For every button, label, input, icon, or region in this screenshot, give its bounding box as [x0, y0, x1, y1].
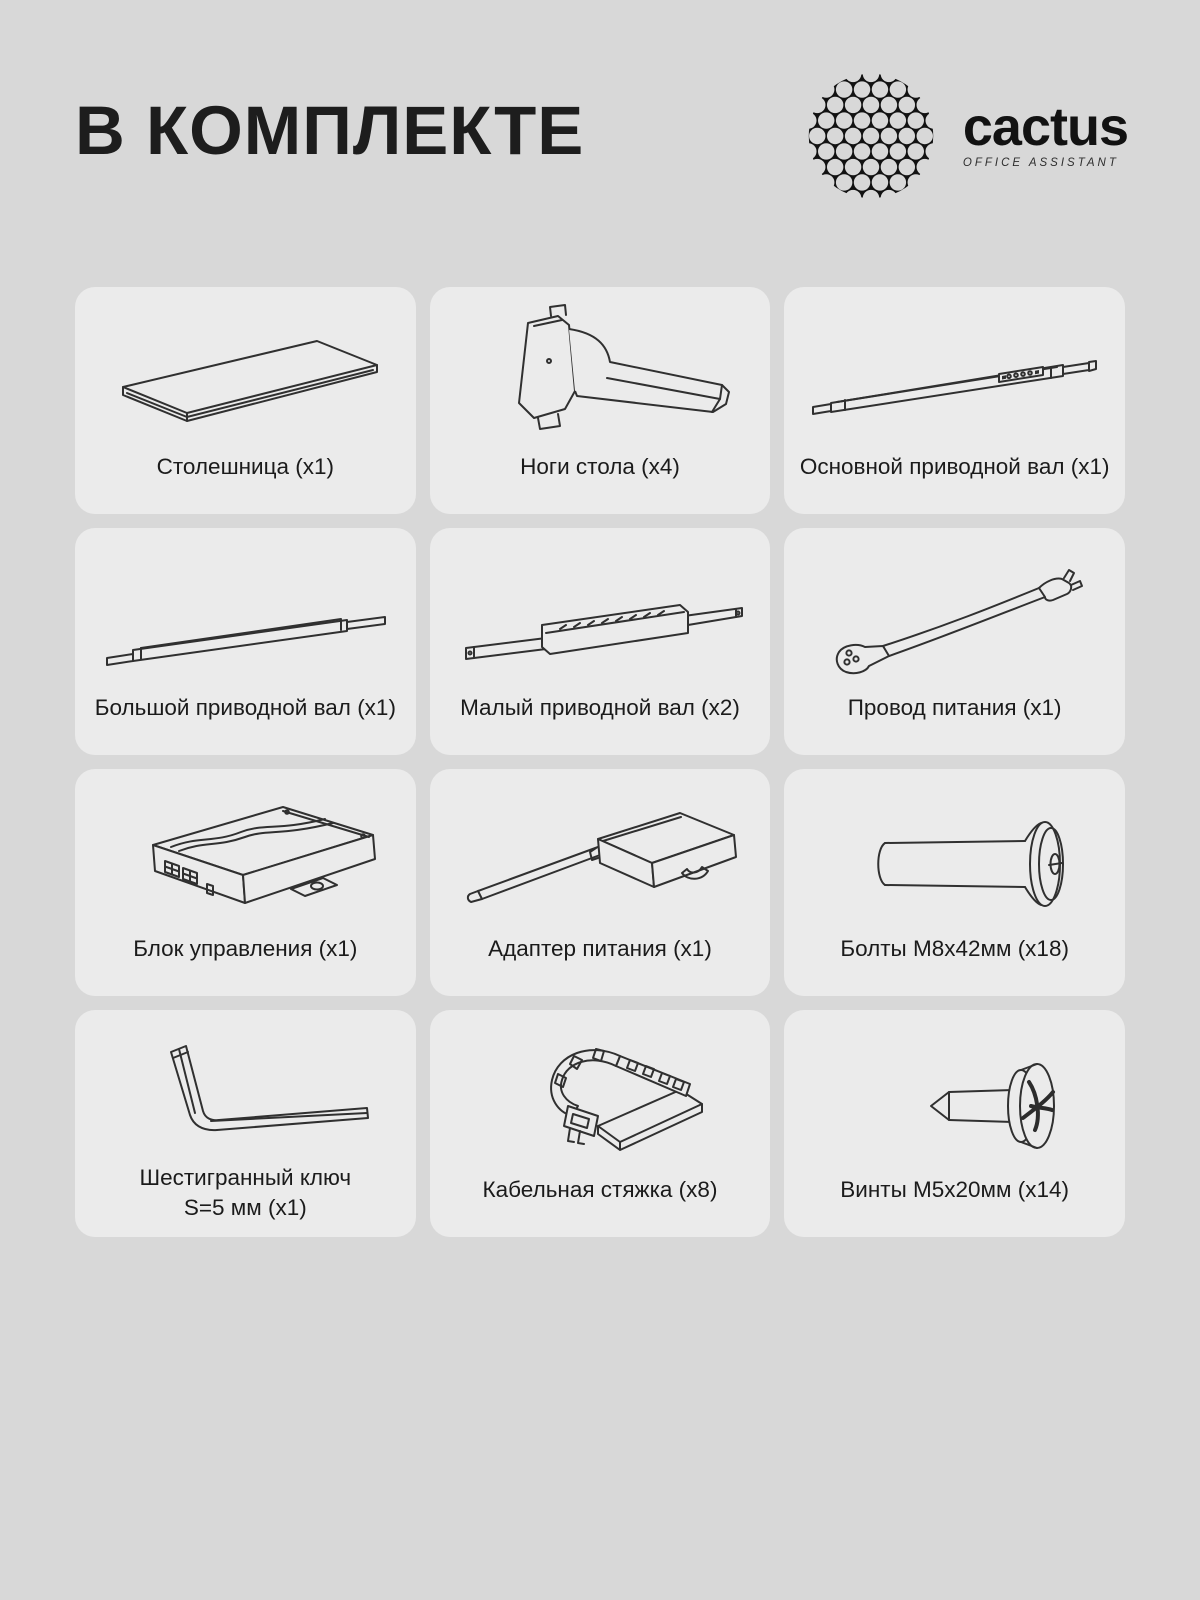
- card-hex-key: [75, 1010, 416, 1237]
- card-control-box: [75, 769, 416, 996]
- card-table-leg: [430, 287, 771, 514]
- card-power-adapter: [430, 769, 771, 996]
- bolt-icon: [805, 781, 1105, 931]
- part-label: Адаптер питания (x1): [488, 936, 712, 961]
- brand-wordmark: [962, 96, 1128, 170]
- card-cable-clip: [430, 1010, 771, 1237]
- tabletop-icon: [95, 299, 395, 449]
- cable-clip-icon: [450, 1022, 750, 1172]
- card-tabletop: [75, 287, 416, 514]
- part-label: Малый приводной вал (x2): [460, 695, 740, 720]
- part-label: Шестигранный ключ S=5 мм (x1): [139, 1165, 352, 1220]
- small-drive-shaft-icon: [450, 540, 750, 690]
- brand-logo: [805, 70, 1128, 202]
- hex-key-icon: [95, 1026, 395, 1156]
- page-title: В КОМПЛЕКТЕ: [75, 92, 585, 169]
- parts-grid: [75, 287, 1125, 1237]
- card-bolt: [784, 769, 1125, 996]
- brand-tagline: OFFICE ASSISTANT: [962, 157, 1119, 170]
- part-label: Болты M8x42мм (x18): [840, 936, 1069, 961]
- card-power-cord: [784, 528, 1125, 755]
- screw-icon: [805, 1022, 1105, 1172]
- control-box-icon: [95, 781, 395, 931]
- part-label: Большой приводной вал (x1): [94, 695, 396, 720]
- part-label: Основной приводной вал (x1): [799, 454, 1110, 479]
- part-label: Ноги стола (x4): [520, 454, 680, 479]
- card-small-drive-shaft: [430, 528, 771, 755]
- large-drive-shaft-icon: [95, 540, 395, 690]
- part-label: Провод питания (x1): [847, 695, 1062, 720]
- part-label: Блок управления (x1): [133, 936, 358, 961]
- part-label: Винты M5x20мм (x14): [840, 1177, 1070, 1202]
- part-label: Столешница (x1): [156, 454, 335, 479]
- power-adapter-icon: [450, 781, 750, 931]
- honeycomb-logo-icon: [805, 70, 937, 202]
- card-main-drive-shaft: [784, 287, 1125, 514]
- brand-name: cactus: [962, 96, 1128, 157]
- part-label: Кабельная стяжка (x8): [482, 1177, 718, 1202]
- card-screw: [784, 1010, 1125, 1237]
- main-drive-shaft-icon: [805, 299, 1105, 449]
- card-large-drive-shaft: [75, 528, 416, 755]
- table-leg-icon: [450, 299, 750, 449]
- power-cord-icon: [805, 540, 1105, 690]
